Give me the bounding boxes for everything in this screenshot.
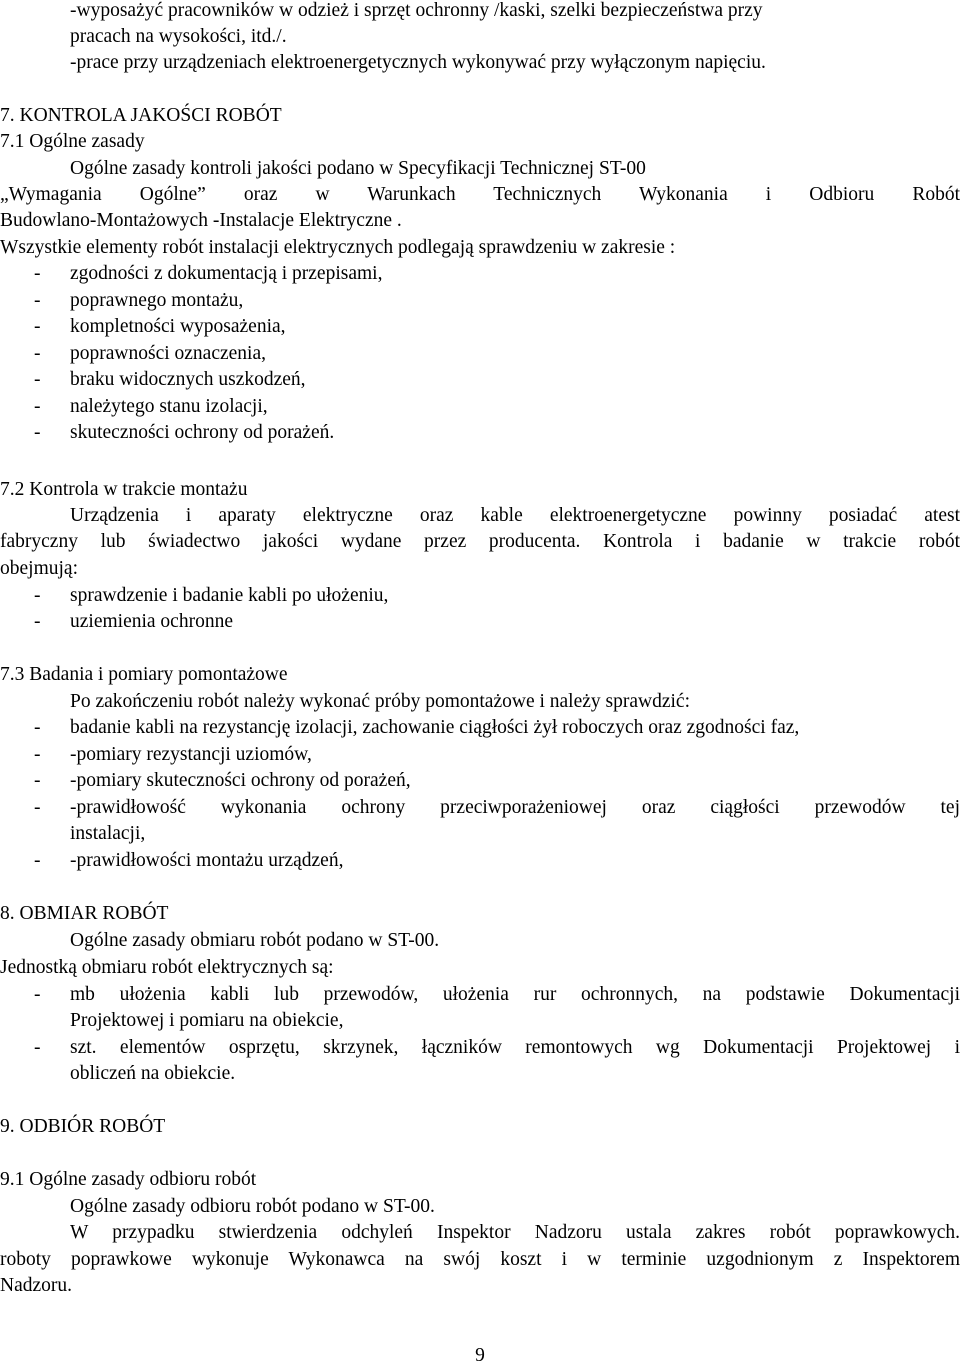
section-7-2-heading: 7.2 Kontrola w trakcie montażu [0,479,248,500]
list-dash: - [34,611,41,632]
section-8-paragraph-2: Jednostką obmiaru robót elektrycznych są: [0,957,334,978]
list-dash: - [34,343,41,364]
list-dash: - [34,422,41,443]
section-7-1-paragraph-line-1: Ogólne zasady kontroli jakości podano w Specyfikacji Technicznej ST-00 [70,158,646,179]
list-item-text: -prawidłowość wykonania ochrony przeciwporażeniowej oraz ciągłości przewodów tej [70,797,960,818]
intro-line-2: pracach na wysokości, itd./. [70,26,287,47]
list-item-text: poprawnego montażu, [70,290,244,311]
list-dash: - [34,1037,41,1058]
list-item-text: -pomiary skuteczności ochrony od porażeń, [70,770,411,791]
list-item-continuation: obliczeń na obiekcie. [70,1063,236,1084]
list-dash: - [34,850,41,871]
section-7-2-paragraph-line-3: obejmują: [0,558,78,579]
list-item-text: mb ułożenia kabli lub przewodów, ułożenia rur ochronnych, na podstawie Dokumentacji [70,984,960,1005]
section-7-1-heading: 7.1 Ogólne zasady [0,131,145,152]
list-dash: - [34,396,41,417]
intro-line-1: -wyposażyć pracowników w odzież i sprzęt ochronny /kaski, szelki bezpieczeństwa przy [70,0,763,21]
section-9-1-heading: 9.1 Ogólne zasady odbioru robót [0,1169,257,1190]
section-7-1-scope-intro: Wszystkie elementy robót instalacji elektrycznych podlegają sprawdzeniu w zakresie : [0,237,676,258]
list-item-text: poprawności oznaczenia, [70,343,266,364]
list-item-continuation: instalacji, [70,823,146,844]
section-7-2-paragraph-line-2: fabryczny lub świadectwo jakości wydane przez producenta. Kontrola i badanie w trakcie robót [0,531,960,552]
list-dash: - [34,984,41,1005]
list-dash: - [34,770,41,791]
list-item-text: uziemienia ochronne [70,611,233,632]
section-9-1-paragraph-2-line-3: Nadzoru. [0,1275,73,1296]
section-7-1-paragraph-line-2: „Wymagania Ogólne” oraz w Warunkach Technicznych Wykonania i Odbioru Robót [0,184,960,205]
list-dash: - [34,744,41,765]
page-number: 9 [475,1345,485,1366]
list-item-text: -pomiary rezystancji uziomów, [70,744,312,765]
list-dash: - [34,369,41,390]
intro-line-3: -prace przy urządzeniach elektroenergetycznych wykonywać przy wyłączonym napięciu. [70,52,766,73]
list-dash: - [34,316,41,337]
list-item-text: braku widocznych uszkodzeń, [70,369,306,390]
list-dash: - [34,585,41,606]
list-dash: - [34,797,41,818]
list-item-text: należytego stanu izolacji, [70,396,268,417]
list-item-text: sprawdzenie i badanie kabli po ułożeniu, [70,585,389,606]
section-8-paragraph-1: Ogólne zasady obmiaru robót podano w ST-00. [70,930,440,951]
list-dash: - [34,717,41,738]
section-8-heading: 8. OBMIAR ROBÓT [0,903,169,924]
list-item-text: kompletności wyposażenia, [70,316,286,337]
section-9-heading: 9. ODBIÓR ROBÓT [0,1116,166,1137]
list-item-continuation: Projektowej i pomiaru na obiekcie, [70,1010,344,1031]
list-item-text: szt. elementów osprzętu, skrzynek, łączników remontowych wg Dokumentacji Projektowej i [70,1037,960,1058]
section-7-3-intro: Po zakończeniu robót należy wykonać próby pomontażowe i należy sprawdzić: [70,691,690,712]
list-item-text: badanie kabli na rezystancję izolacji, zachowanie ciągłości żył roboczych oraz zgodności faz, [70,717,800,738]
list-item-text: zgodności z dokumentacją i przepisami, [70,263,383,284]
list-dash: - [34,263,41,284]
list-item-text: -prawidłowości montażu urządzeń, [70,850,344,871]
section-9-1-paragraph-1: Ogólne zasady odbioru robót podano w ST-00. [70,1196,435,1217]
list-item-text: skuteczności ochrony od porażeń. [70,422,335,443]
section-9-1-paragraph-2-line-1: W przypadku stwierdzenia odchyleń Inspektor Nadzoru ustala zakres robót poprawkowych. [70,1222,960,1243]
section-7-1-paragraph-line-3: Budowlano-Montażowych -Instalacje Elektryczne . [0,210,402,231]
section-7-3-heading: 7.3 Badania i pomiary pomontażowe [0,664,288,685]
section-9-1-paragraph-2-line-2: roboty poprawkowe wykonuje Wykonawca na swój koszt i w terminie uzgodnionym z Inspektorem [0,1249,960,1270]
section-7-heading: 7. KONTROLA JAKOŚCI ROBÓT [0,105,282,126]
section-7-2-paragraph-line-1: Urządzenia i aparaty elektryczne oraz kable elektroenergetyczne powinny posiadać atest [70,505,960,526]
list-dash: - [34,290,41,311]
